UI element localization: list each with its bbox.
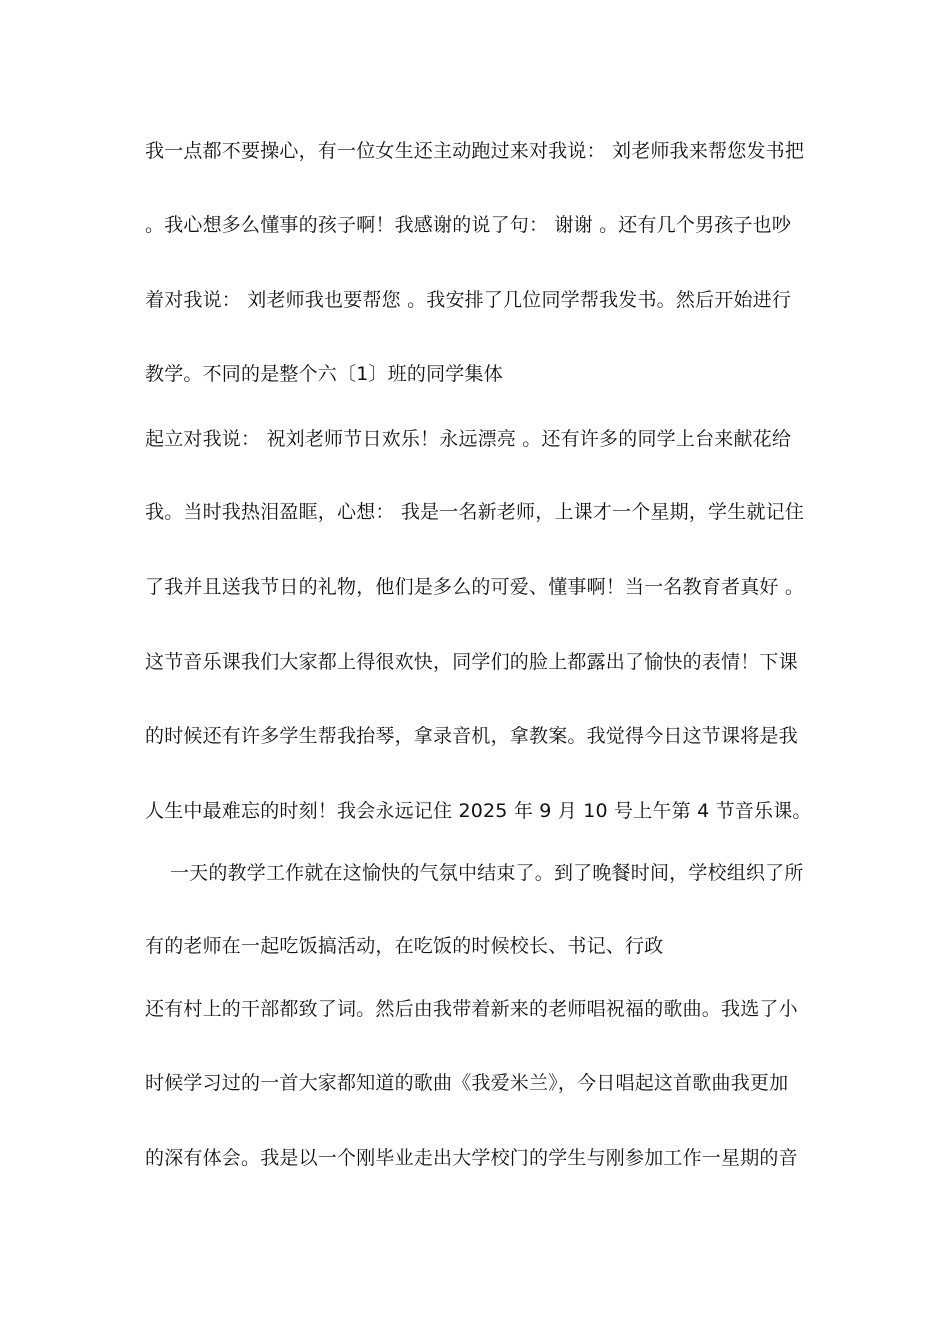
- text-line: 了我并且送我节日的礼物，他们是多么的可爱、懂事啊！当一名教育者真好 。: [145, 576, 805, 598]
- text-line: 的时候还有许多学生帮我抬琴，拿录音机，拿教案。我觉得今日这节课将是我: [145, 725, 798, 747]
- text-line: 的深有体会。我是以一个刚毕业走出大学校门的学生与刚参加工作一星期的音: [145, 1147, 798, 1169]
- text-line: 还有村上的干部都致了词。然后由我带着新来的老师唱祝福的歌曲。我选了小: [145, 998, 798, 1020]
- text-line: 我。当时我热泪盈眶，心想： 我是一名新老师，上课才一个星期，学生就记住: [145, 501, 805, 523]
- text-line: 有的老师在一起吃饭搞活动，在吃饭的时候校长、书记、行政: [145, 935, 664, 957]
- text-line: 一天的教学工作就在这愉快的气氛中结束了。到了晚餐时间，学校组织了所: [145, 862, 804, 884]
- text-line: 。我心想多么懂事的孩子啊！我感谢的说了句： 谢谢 。还有几个男孩子也吵: [145, 214, 792, 236]
- text-line: 这节音乐课我们大家都上得很欢快，同学们的脸上都露出了愉快的表情！下课: [145, 651, 798, 673]
- text-line: 时候学习过的一首大家都知道的歌曲《我爱米兰》，今日唱起这首歌曲我更加: [145, 1072, 789, 1094]
- text-line: 人生中最难忘的时刻！我会永远记住 2025 年 9 月 10 号上午第 4 节音乐课。: [145, 800, 812, 822]
- text-line: 起立对我说： 祝刘老师节日欢乐！永远漂亮 。还有许多的同学上台来献花给: [145, 428, 792, 450]
- text-line: 我一点都不要操心，有一位女生还主动跑过来对我说： 刘老师我来帮您发书把: [145, 140, 805, 162]
- text-line: 着对我说： 刘老师我也要帮您 。我安排了几位同学帮我发书。然后开始进行: [145, 289, 792, 311]
- text-line: 教学。不同的是整个六〔1〕班的同学集体: [145, 363, 503, 385]
